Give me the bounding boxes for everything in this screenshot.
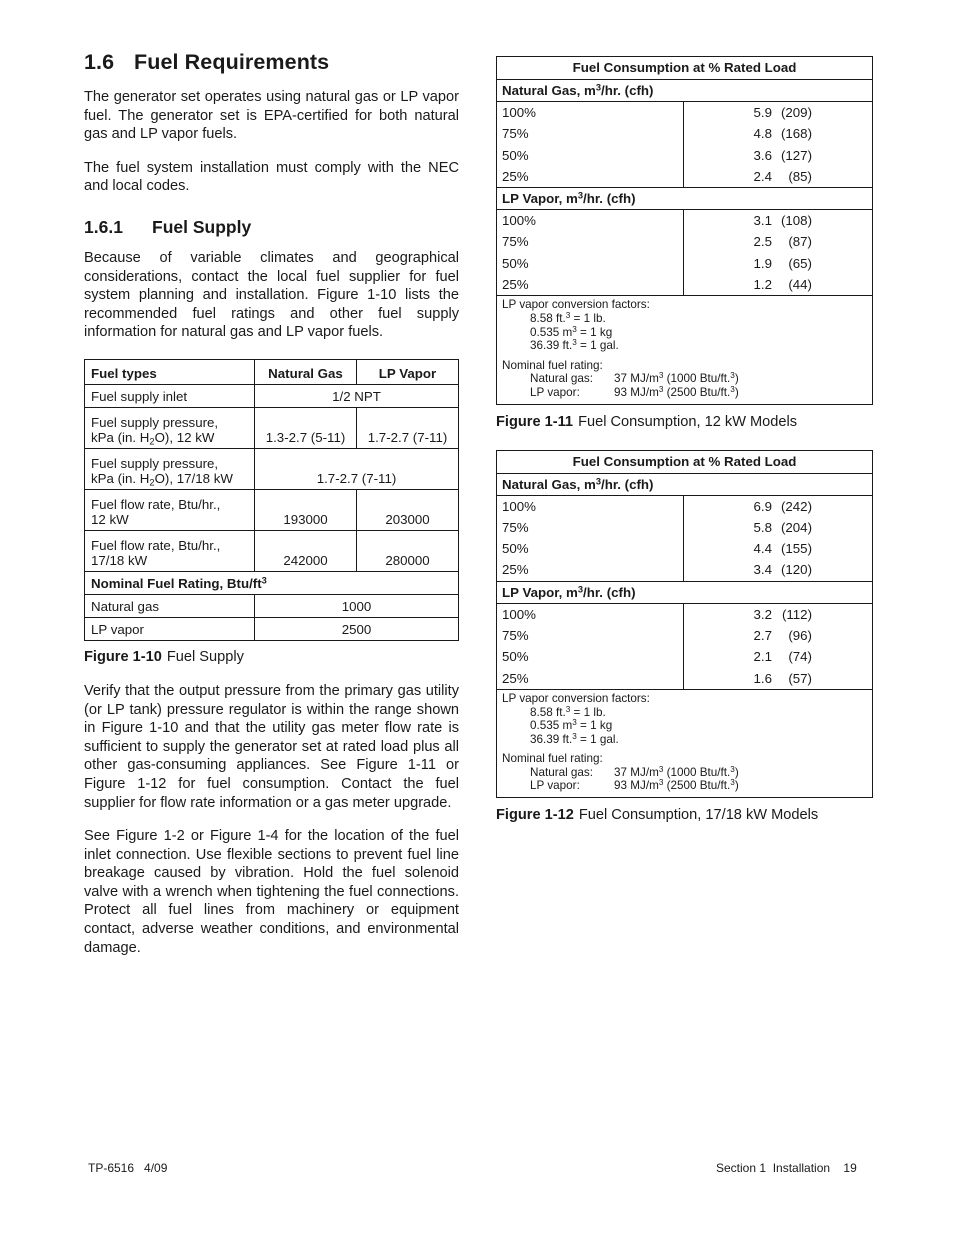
- note-value: [614, 372, 739, 386]
- list-item: 50%: [502, 147, 529, 163]
- list-item: [684, 145, 872, 166]
- subsection-number: 1.6.1: [84, 216, 123, 237]
- note-value: [614, 386, 739, 400]
- note-text: 36.39 ft.: [530, 732, 573, 746]
- list-item: 75%: [502, 628, 529, 644]
- label-text: LP Vapor, m: [502, 584, 578, 600]
- table-row: [85, 407, 459, 448]
- percent-column: [497, 102, 684, 187]
- table-row: [85, 571, 459, 594]
- value-cfh: (65): [788, 255, 812, 271]
- figure-caption: [496, 414, 872, 430]
- group-header: [497, 474, 872, 496]
- label-text: Natural Gas, m: [502, 476, 596, 492]
- label-line: Fuel flow rate, Btu/hr.,: [91, 537, 221, 553]
- rows-block: [497, 210, 872, 296]
- value-cfh: (108): [780, 213, 812, 229]
- value: 3.1: [753, 213, 772, 229]
- list-item: [684, 559, 872, 580]
- note-text: 37 MJ/m: [614, 765, 659, 779]
- value-cfh: (209): [780, 105, 812, 120]
- paragraph: The fuel system installation must comply with the NEC and local codes.: [84, 159, 459, 195]
- superscript: 3: [572, 718, 577, 727]
- list-item: 100%: [502, 213, 537, 229]
- table-row: [85, 489, 459, 530]
- value-cfh: (57): [788, 670, 812, 686]
- group-header: [497, 80, 872, 102]
- row-label: Natural gas: [85, 594, 255, 617]
- superscript: 3: [565, 310, 571, 320]
- cell: 193000: [255, 489, 357, 530]
- rows-block: [497, 496, 872, 582]
- note-value: [614, 779, 739, 793]
- list-item: 100%: [502, 606, 537, 622]
- table-header: Fuel Consumption at % Rated Load: [497, 57, 872, 80]
- figure-text: Fuel Supply: [166, 648, 244, 665]
- list-item: 25%: [502, 168, 529, 184]
- label-text: /hr. (cfh): [583, 584, 636, 600]
- list-item: 50%: [502, 649, 529, 665]
- value: 4.4: [753, 541, 772, 557]
- table-row: [85, 594, 459, 617]
- value: 3.2: [753, 606, 772, 622]
- value-column: [684, 210, 872, 295]
- list-item: 25%: [502, 670, 529, 686]
- subscript: 2: [149, 477, 155, 488]
- paragraph: Because of variable climates and geographical considerations, contact the local fuel supplier for fuel system planning and installation. Figure 1-10 lists the recommended fuel ratings and other fuel supply information for natural gas and LP vapor fuels.: [84, 249, 459, 341]
- note-line: [502, 733, 867, 747]
- superscript: 3: [730, 764, 735, 774]
- superscript: 3: [572, 338, 577, 348]
- superscript: 3: [730, 384, 735, 394]
- label-line: Fuel supply pressure,: [91, 414, 219, 430]
- note-line: [502, 312, 867, 326]
- note-text: ): [734, 372, 739, 386]
- label-line: kPa (in. H: [91, 429, 150, 445]
- note-text: ): [734, 765, 739, 779]
- superscript: 3: [730, 778, 735, 788]
- label-text: /hr. (cfh): [583, 191, 636, 207]
- note-title: Nominal fuel rating:: [502, 752, 603, 766]
- cell: 1/2 NPT: [255, 384, 459, 407]
- section-heading: [84, 50, 459, 75]
- list-item: 75%: [502, 234, 529, 250]
- list-item: [684, 668, 872, 689]
- subscript: 2: [149, 436, 155, 447]
- note-title: Nominal fuel rating:: [502, 358, 603, 372]
- list-item: 100%: [502, 105, 537, 120]
- group-header: [497, 582, 872, 604]
- list-item: [684, 210, 872, 231]
- list-item: 50%: [502, 255, 529, 271]
- cell: 203000: [357, 489, 459, 530]
- note-line: [502, 326, 867, 340]
- percent-column: [497, 604, 684, 689]
- list-item: 75%: [502, 126, 529, 142]
- superscript: 3: [577, 584, 584, 595]
- value-cfh: (155): [780, 541, 812, 557]
- value-cfh: (242): [780, 498, 812, 514]
- value: 4.8: [753, 126, 772, 142]
- note-text: 8.58 ft.: [530, 705, 566, 719]
- cell: 242000: [255, 530, 357, 571]
- figure-label: Figure 1-11: [496, 413, 574, 430]
- paragraph: The generator set operates using natural gas or LP vapor fuel. The generator set is EPA-certified for both natural gas and LP vapor fuels.: [84, 89, 459, 143]
- value-cfh: (96): [788, 628, 812, 644]
- row-label: LP vapor: [85, 617, 255, 640]
- rows-block: [497, 604, 872, 690]
- value: 5.8: [753, 519, 772, 535]
- note-text: 0.535 m: [530, 325, 573, 339]
- superscript: 3: [572, 324, 577, 334]
- superscript: 3: [595, 475, 602, 486]
- figure-caption: [496, 807, 872, 823]
- rows-block: [497, 102, 872, 188]
- column-header: Natural Gas: [255, 359, 357, 384]
- column-header: Fuel types: [85, 359, 255, 384]
- figure-text: Fuel Consumption, 17/18 kW Models: [578, 807, 819, 824]
- value-cfh: (168): [780, 126, 812, 142]
- value-column: [684, 496, 872, 581]
- figure-text: Fuel Consumption, 12 kW Models: [578, 413, 798, 430]
- note-text: 8.58 ft.: [530, 311, 566, 325]
- value: 2.4: [753, 168, 772, 184]
- row-label: [85, 407, 255, 448]
- value: 1.9: [753, 255, 772, 271]
- notes-block: [497, 690, 872, 797]
- label-line: 12 kW: [91, 511, 129, 527]
- footer-doc-id: TP-6516 4/09: [88, 1161, 168, 1175]
- footer-section-page: Section 1 Installation 19: [716, 1161, 857, 1175]
- superscript: 3: [565, 704, 571, 714]
- figure-label: Figure 1-12: [496, 807, 574, 824]
- fuel-supply-table: [84, 359, 459, 641]
- paragraph: See Figure 1-2 or Figure 1-4 for the location of the fuel inlet connection. Use flexible sections to prevent fuel line breakage caused by vibration. Hold the fuel solenoid valve with a wrench when tightening the fuel connections. Protect all fuel lines from machinery or equipment contact, adverse weather conditions, and environmental damage.: [84, 828, 459, 956]
- note-line: [502, 779, 867, 793]
- note-line: [502, 766, 867, 780]
- column-header: LP Vapor: [357, 359, 459, 384]
- value-cfh: (87): [788, 234, 812, 250]
- note-text: (2500 Btu/ft.: [663, 779, 731, 793]
- list-item: 75%: [502, 519, 529, 535]
- list-item: [684, 102, 872, 123]
- note-title: LP vapor conversion factors:: [502, 691, 650, 705]
- figure-label: Figure 1-10: [84, 648, 162, 665]
- subsection-heading: [84, 217, 459, 238]
- section-number: 1.6: [84, 50, 115, 74]
- table-header-row: [85, 359, 459, 384]
- note-text: = 1 lb.: [570, 311, 606, 325]
- note-text: 37 MJ/m: [614, 372, 659, 386]
- value-cfh: (120): [780, 562, 812, 578]
- note-text: 93 MJ/m: [614, 385, 659, 399]
- table-row: [85, 530, 459, 571]
- note-text: ): [734, 385, 739, 399]
- label-text: Nominal Fuel Rating, Btu/ft: [91, 575, 262, 591]
- value: 6.9: [753, 498, 772, 514]
- list-item: 50%: [502, 541, 529, 557]
- value-cfh: (74): [788, 649, 812, 665]
- row-label: [85, 448, 255, 489]
- fuel-consumption-table-12kw: [496, 56, 873, 405]
- label-text: /hr. (cfh): [601, 476, 654, 492]
- label-line: Fuel supply pressure,: [91, 455, 219, 471]
- note-text: = 1 gal.: [576, 732, 619, 746]
- note-key: LP vapor:: [530, 779, 580, 793]
- group-header: [497, 188, 872, 210]
- note-text: 93 MJ/m: [614, 779, 659, 793]
- superscript: 3: [658, 371, 664, 381]
- superscript: 3: [577, 190, 584, 201]
- cell: 280000: [357, 530, 459, 571]
- table-row: [85, 384, 459, 407]
- value: 2.1: [753, 649, 772, 665]
- list-item: [684, 123, 872, 144]
- value-column: [684, 102, 872, 187]
- list-item: 25%: [502, 562, 529, 578]
- note-key: Natural gas:: [530, 372, 594, 386]
- label-line: 17/18 kW: [91, 552, 148, 568]
- percent-column: [497, 496, 684, 581]
- value: 3.6: [753, 147, 772, 163]
- superscript: 3: [261, 575, 267, 586]
- superscript: 3: [730, 371, 735, 381]
- section-row-header: [85, 571, 459, 594]
- list-item: [684, 538, 872, 559]
- list-item: 25%: [502, 277, 529, 293]
- list-item: 100%: [502, 498, 537, 514]
- value-cfh: (44): [788, 277, 812, 293]
- note-text: 36.39 ft.: [530, 339, 573, 353]
- label-line: kPa (in. H: [91, 470, 150, 486]
- cell: 1.3-2.7 (5-11): [255, 407, 357, 448]
- note-line: [502, 372, 867, 386]
- label-text: /hr. (cfh): [601, 83, 654, 98]
- list-item: [684, 253, 872, 274]
- list-item: [684, 625, 872, 646]
- note-line: [502, 386, 867, 400]
- notes-block: [497, 296, 872, 403]
- table-header: Fuel Consumption at % Rated Load: [497, 451, 872, 474]
- note-title: LP vapor conversion factors:: [502, 298, 650, 312]
- value: 2.5: [753, 234, 772, 250]
- right-column: [496, 56, 872, 841]
- value: 5.9: [753, 105, 772, 120]
- value-column: [684, 604, 872, 689]
- note-text: ): [734, 779, 739, 793]
- note-line: [502, 719, 867, 733]
- table-row: [85, 448, 459, 489]
- value: 3.4: [753, 562, 772, 578]
- value: 1.6: [753, 670, 772, 686]
- note-text: = 1 lb.: [570, 705, 606, 719]
- note-line: [502, 339, 867, 353]
- note-text: = 1 kg: [576, 719, 613, 733]
- row-label: [85, 489, 255, 530]
- label-line: O), 12 kW: [154, 429, 215, 445]
- label-text: Natural Gas, m: [502, 83, 596, 98]
- note-text: (1000 Btu/ft.: [663, 765, 731, 779]
- superscript: 3: [658, 384, 664, 394]
- value-cfh: (127): [780, 147, 812, 163]
- row-label: [85, 530, 255, 571]
- list-item: [684, 646, 872, 667]
- cell: 1.7-2.7 (7-11): [357, 407, 459, 448]
- value: 2.7: [753, 628, 772, 644]
- list-item: [684, 274, 872, 295]
- label-line: Fuel flow rate, Btu/hr.,: [91, 496, 221, 512]
- superscript: 3: [572, 731, 577, 741]
- note-key: Natural gas:: [530, 765, 594, 779]
- note-text: 0.535 m: [530, 719, 573, 733]
- subsection-title: Fuel Supply: [152, 216, 252, 237]
- list-item: [684, 517, 872, 538]
- cell: 1.7-2.7 (7-11): [255, 448, 459, 489]
- value-cfh: (85): [788, 168, 812, 184]
- note-key: LP vapor:: [530, 385, 580, 399]
- cell: 1000: [255, 594, 459, 617]
- list-item: [684, 231, 872, 252]
- superscript: 3: [658, 778, 664, 788]
- figure-caption: [84, 649, 459, 665]
- note-text: (1000 Btu/ft.: [663, 372, 731, 386]
- percent-column: [497, 210, 684, 295]
- note-value: [614, 766, 739, 780]
- value-cfh: (204): [780, 519, 812, 535]
- value-cfh: (112): [781, 606, 812, 622]
- note-text: (2500 Btu/ft.: [663, 385, 731, 399]
- superscript: 3: [595, 82, 602, 93]
- label-line: O), 17/18 kW: [154, 470, 233, 486]
- value: 1.2: [753, 277, 772, 293]
- cell: 2500: [255, 617, 459, 640]
- note-text: = 1 kg: [576, 325, 613, 339]
- note-line: [502, 706, 867, 720]
- note-text: = 1 gal.: [576, 339, 619, 353]
- label-text: LP Vapor, m: [502, 191, 578, 207]
- superscript: 3: [658, 764, 664, 774]
- section-title: Fuel Requirements: [134, 50, 330, 74]
- left-column: [84, 50, 459, 972]
- paragraph: Verify that the output pressure from the primary gas utility (or LP tank) pressure regulator is within the range shown in Figure 1-10 and that the utility gas meter flow rate is sufficient to supply the generator set at rated load plus all other gas-consuming appliances. See Figure 1-11 or Figure 1-12 for fuel consumption. Contact the fuel supplier for flow rate information or a gas meter upgrade.: [84, 682, 459, 811]
- row-label: Fuel supply inlet: [85, 384, 255, 407]
- fuel-consumption-table-17-18kw: [496, 450, 873, 799]
- list-item: [684, 604, 872, 625]
- list-item: [684, 496, 872, 517]
- list-item: [684, 166, 872, 187]
- table-row: [85, 617, 459, 640]
